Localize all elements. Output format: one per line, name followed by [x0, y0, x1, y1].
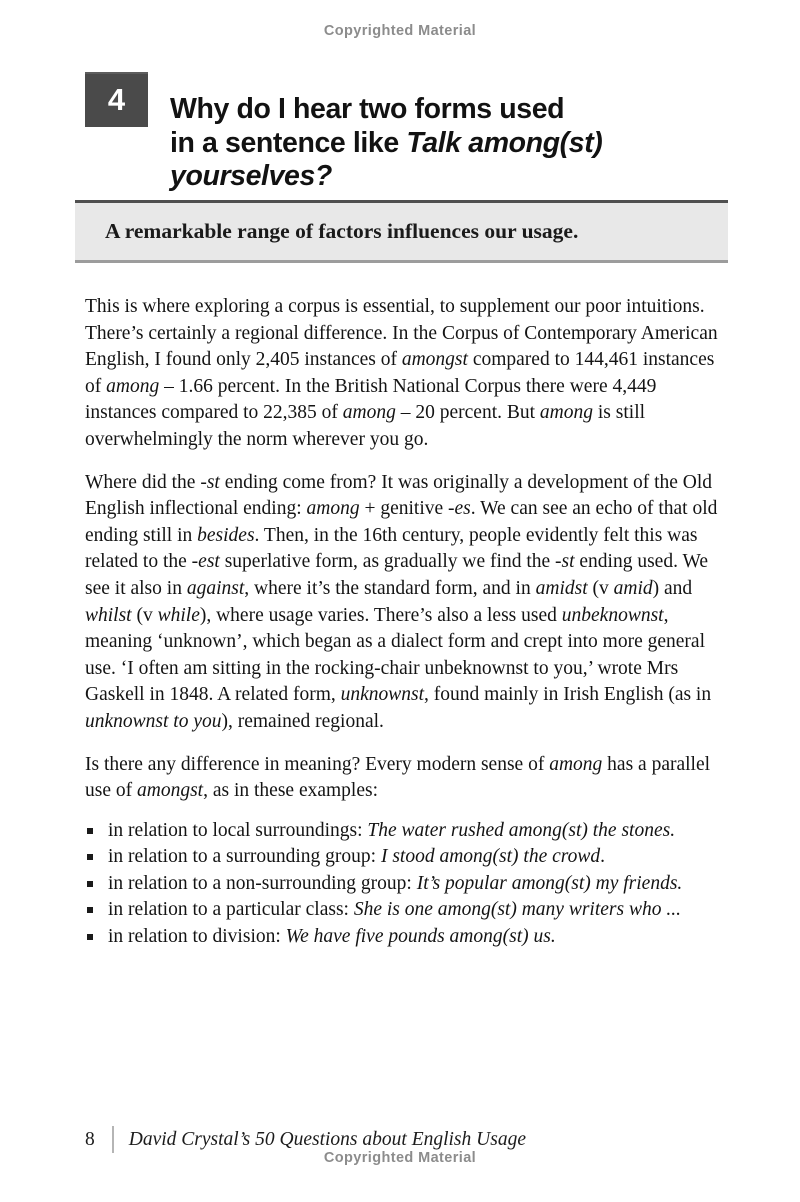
question-title-line-3: yourselves?: [170, 160, 332, 193]
copyright-notice-bottom: Copyrighted Material: [323, 1150, 477, 1166]
paragraph-1: This is where exploring a corpus is essential, to supplement our poor intuitions. There’s certainly a regional difference. In the Corpus of Contemporary American English, I found only 2,405 instances of amongst compared to 144,461 instances of among – 1.66 percent. In the British National Corpus there were 4,449 instances compared to 22,385 of among – 20 percent. But among is still overwhelmingly the norm wherever you go.: [85, 296, 718, 450]
copyright-notice-top: Copyrighted Material: [323, 23, 477, 39]
question-title-line-2: in a sentence like Talk among(st): [170, 126, 603, 159]
bullet-square-icon: [85, 844, 108, 871]
list-item: [85, 844, 723, 871]
bullet-square-icon: [85, 818, 108, 845]
bullet-square-icon: [85, 871, 108, 898]
question-number: 4: [107, 81, 126, 117]
list-item-text: in relation to a non-surrounding group: It’s popular among(st) my friends.: [108, 872, 683, 894]
page-number: 8: [85, 1128, 95, 1150]
footer-divider: [112, 1126, 114, 1153]
body-text: [85, 294, 723, 951]
examples-list: [85, 818, 723, 951]
summary-banner: [75, 200, 728, 263]
list-item: [85, 924, 723, 951]
list-item: [85, 871, 723, 898]
list-item: [85, 897, 723, 924]
page-footer: [85, 1126, 728, 1153]
list-item-text: in relation to division: We have five pounds among(st) us.: [108, 926, 556, 948]
bullet-square-icon: [85, 924, 108, 951]
bullet-square-icon: [85, 897, 108, 924]
question-title: [170, 93, 745, 194]
list-item-text: in relation to local surroundings: The water rushed among(st) the stones.: [108, 819, 676, 841]
list-item-text: in relation to a particular class: She is one among(st) many writers who ...: [108, 899, 681, 921]
paragraph-2: Where did the -st ending come from? It was originally a development of the Old English inflectional ending: among + genitive -es. We can see an echo of that old ending still in besides. Then, in the 16th century, people evidently felt this was related to the -est superlative form, as gradually we find the -st ending used. We see it also in against, where it’s the standard form, and in amidst (v amid) and whilst (v while), where usage varies. There’s also a less used unbeknownst, meaning ‘unknown’, which began as a dialect form and crept into more general use. ‘I often am sitting in the rocking-chair unbeknownst to you,’ wrote Mrs Gaskell in 1848. A related form, unknownst, found mainly in Irish English (as in unknownst to you), remained regional.: [85, 471, 718, 732]
list-item-text: in relation to a surrounding group: I stood among(st) the crowd.: [108, 846, 606, 868]
paragraph-3: Is there any difference in meaning? Every modern sense of among has a parallel use of amongst, as in these examples:: [85, 753, 711, 802]
list-item: [85, 818, 723, 845]
book-title: David Crystal’s 50 Questions about English Usage: [128, 1128, 526, 1150]
question-number-box: [85, 72, 148, 127]
question-title-line-1: Why do I hear two forms used: [170, 93, 565, 126]
summary-banner-text: A remarkable range of factors influences our usage.: [105, 219, 579, 243]
